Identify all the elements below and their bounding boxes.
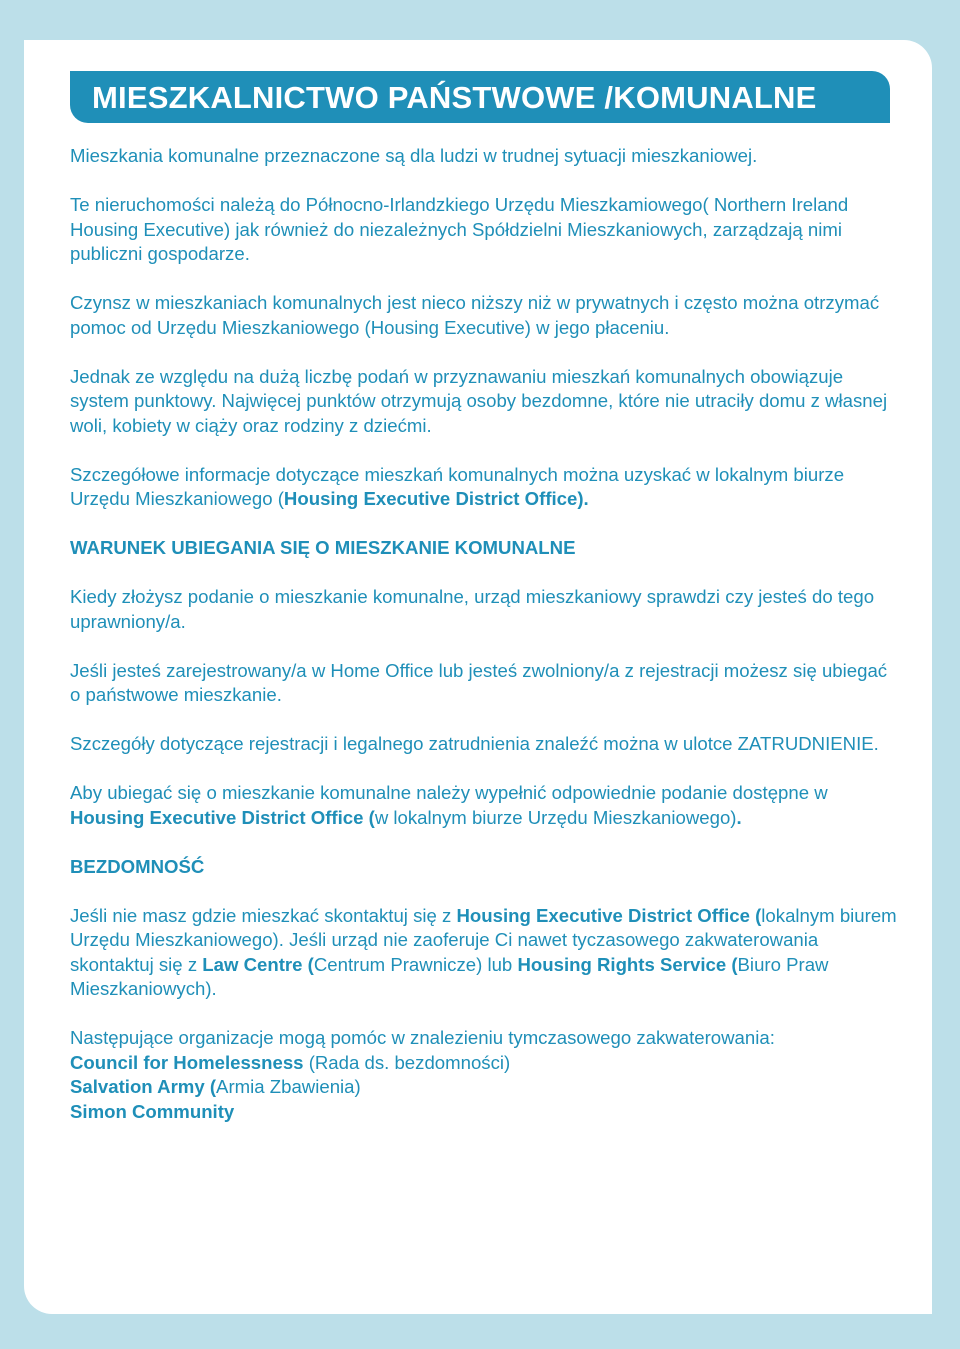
homeless-text-1: Jeśli nie masz gdzie mieszkać skontaktuj się z — [70, 904, 457, 926]
title-banner — [70, 71, 890, 123]
paragraph-points-system: Jednak ze względu na dużą liczbę podań w przyznawaniu mieszkań komunalnych obowiązuje system punktowy. Najwięcej punktów otrzymują osoby bezdomne, które nie utraciły domu z własnej woli, kobiety w ciąży oraz rodziny z dziećmi. — [70, 365, 888, 436]
org-salvation-army-translation: Armia Zbawienia) — [216, 1076, 361, 1097]
homeless-text-2: lokalnym biurem Urzędu Mieszkaniowego). Jeśli urząd nie zaoferuje Ci nawet tyczasowego zakwaterowania skontaktuj się z — [70, 904, 897, 975]
housing-rights-name: Housing Rights Service ( — [517, 953, 738, 975]
section-heading-eligibility: WARUNEK UBIEGANIA SIĘ O MIESZKANIE KOMUNALNE — [70, 537, 576, 558]
law-centre-name: Law Centre ( — [202, 953, 314, 975]
apply-period: . — [736, 806, 742, 828]
apply-office-name: Housing Executive District Office ( — [70, 806, 375, 828]
apply-text-end: w lokalnym biurze Urzędu Mieszkaniowego) — [374, 806, 737, 828]
paragraph-ownership: Te nieruchomości należą do Północno-Irlandzkiego Urzędu Mieszkamiowego( Northern Ireland Housing Executive) jak również do niezależnych Spółdzielni Mieszkaniowych, zarządzają nimi publiczni gospodarze. — [70, 194, 849, 264]
paragraph-rent: Czynsz w mieszkaniach komunalnych jest nieco niższy niż w prywatnych i często można otrzymać pomoc od Urzędu Mieszkaniowego (Housing Executive) w jego płaceniu. — [70, 292, 880, 338]
document-body — [70, 144, 900, 1149]
section-heading-homelessness: BEZDOMNOŚĆ — [70, 855, 205, 877]
org-council-name: Council for Homelessness — [70, 1051, 309, 1073]
paragraph-homeless-contact — [70, 904, 900, 1002]
org-simon-community-name: Simon Community — [70, 1100, 235, 1122]
org-council-translation: (Rada ds. bezdomności) — [308, 1051, 511, 1073]
details-office-name: Housing Executive District Office). — [283, 488, 589, 509]
apply-text-start: Aby ubiegać się o mieszkanie komunalne należy wypełnić odpowiednie podanie dostępne w — [70, 782, 828, 803]
paragraph-organizations — [70, 1026, 900, 1124]
paragraph-registration: Szczegóły dotyczące rejestracji i legalnego zatrudnienia znaleźć można w ulotce ZATRUDNIENIE. — [70, 733, 879, 754]
homeless-text-4: Biuro Praw Mieszkaniowych). — [70, 953, 829, 999]
homeless-office-name: Housing Executive District Office ( — [456, 904, 762, 926]
paragraph-intro: Mieszkania komunalne przeznaczone są dla ludzi w trudnej sytuacji mieszkaniowej. — [70, 145, 758, 166]
org-salvation-army-name: Salvation Army ( — [70, 1076, 217, 1097]
page-title: MIESZKALNICTWO PAŃSTWOWE /KOMUNALNE — [92, 79, 817, 115]
details-text: Szczegółowe informacje dotyczące mieszkań komunalnych można uzyskać w lokalnym biurze Urzędu Mieszkaniowego ( — [70, 463, 845, 509]
paragraph-home-office: Jeśli jesteś zarejestrowany/a w Home Office lub jesteś zwolniony/a z rejestracji możesz się ubiegać o państwowe mieszkanie. — [70, 659, 888, 705]
paragraph-details — [70, 463, 900, 512]
paragraph-apply — [70, 781, 900, 830]
paragraph-eligibility-check: Kiedy złożysz podanie o mieszkanie komunalne, urząd mieszkaniowy sprawdzi czy jesteś do tego uprawniony/a. — [70, 586, 875, 632]
organizations-intro: Następujące organizacje mogą pomóc w znalezieniu tymczasowego zakwaterowania: — [70, 1027, 775, 1048]
homeless-text-3: Centrum Prawnicze) lub — [313, 953, 518, 975]
